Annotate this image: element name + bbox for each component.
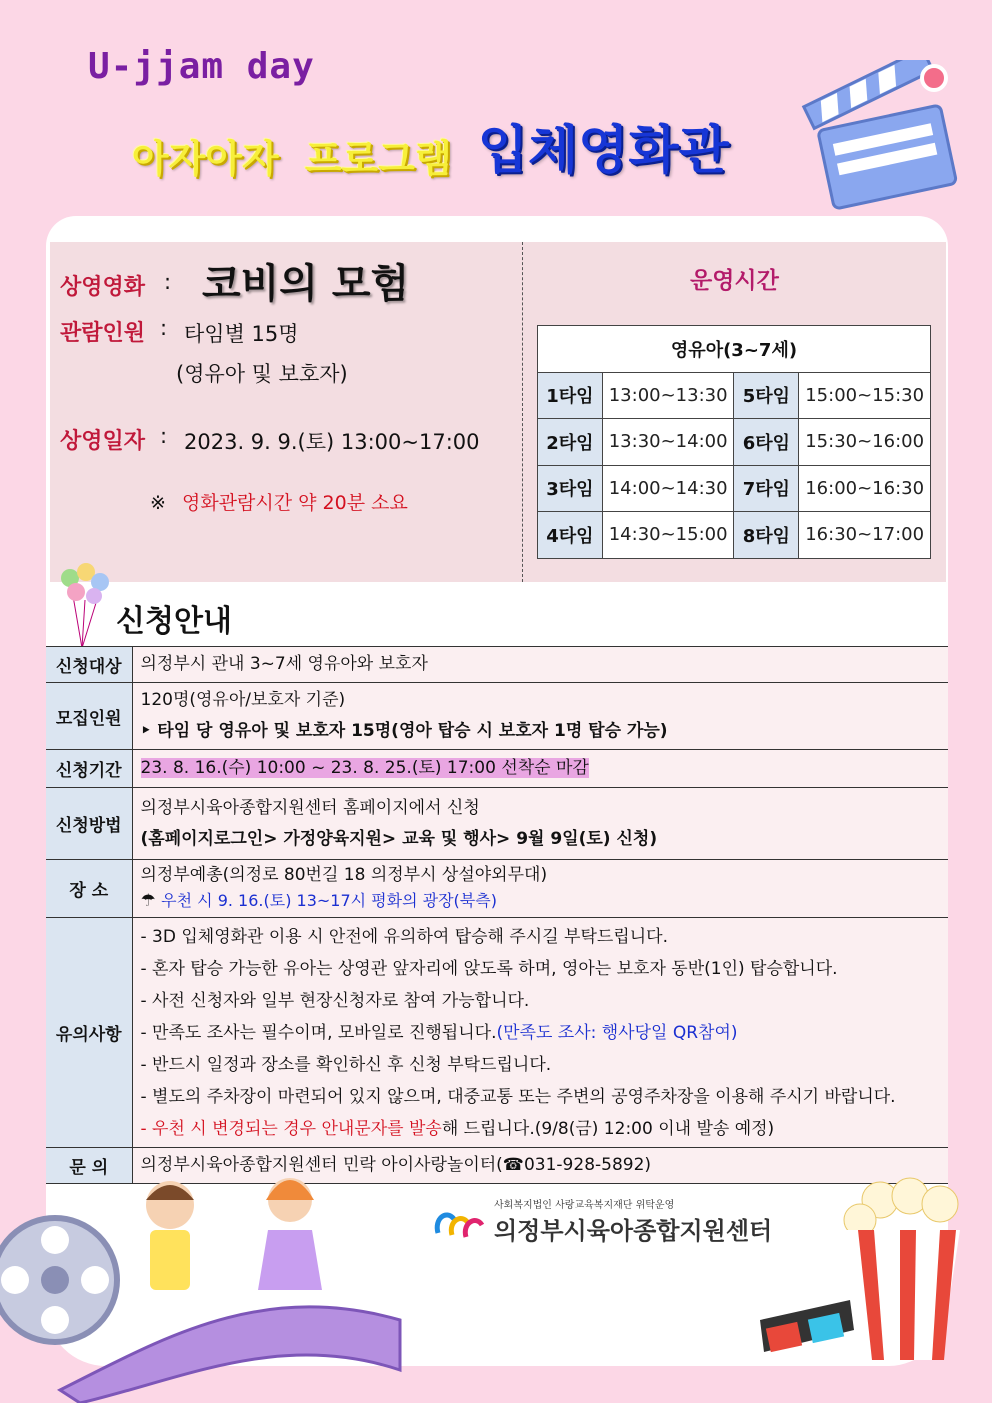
slot-label: 5타임 [734,372,799,419]
schedule-row [538,465,931,512]
row-label: 신청방법 [46,788,132,860]
title-part-3: 입체영화관 [477,121,729,181]
survey-note: (만족도 조사: 행사당일 QR참여) [496,1022,738,1043]
slot-label: 6타임 [734,419,799,466]
table-row [46,647,948,683]
section-title: 신청안내 [116,604,232,639]
period-value: 23. 8. 16.(수) 10:00 ~ 23. 8. 25.(토) 17:00 선착순 마감 [140,758,589,778]
umbrella-icon: ☂ [140,891,156,911]
target-value: 의정부시 관내 3~7세 영유아와 보호자 [132,647,948,683]
colon: : [160,316,168,340]
audience-note: (영유아 및 보호자) [176,362,348,386]
schedule-header-row [538,326,931,373]
balloons-icon [50,560,120,650]
slot-label: 4타임 [538,512,603,559]
method-path: (홈페이지로그인> 가정양육지원> 교육 및 행사> 9월 9일(토) 신청) [140,828,658,849]
place-rain: 우천 시 9. 16.(토) 13~17시 평화의 광장(북측) [161,891,497,910]
table-row [46,788,948,860]
note-item: - 3D 입체영화관 이용 시 안전에 유의하여 탑승해 주시길 부탁드립니다. [140,926,668,947]
note-item: - 사전 신청자와 일부 현장신청자로 참여 가능합니다. [140,990,530,1011]
place-main: 의정부예총(의정로 80번길 18 의정부시 상설야외무대) [140,865,548,885]
slot-time: 14:30~15:00 [602,512,734,559]
row-label: 모집인원 [46,683,132,750]
logo-icon [432,1199,488,1243]
note-item: - 만족도 조사는 필수이며, 모바일로 진행됩니다. [140,1022,497,1043]
clapperboard-icon [800,60,960,210]
slot-time: 16:30~17:00 [799,512,931,559]
slot-time: 13:00~13:30 [602,372,734,419]
method-line: 의정부시육아종합지원센터 홈페이지에서 신청 [140,797,480,818]
table-row [46,750,948,788]
audience-label: 관람인원 [60,321,146,346]
popcorn-3d-glasses-illustration [740,1170,990,1403]
main-title [132,108,729,183]
schedule-table [537,325,931,559]
panel-divider [522,242,523,582]
movie-label: 상영영화 [60,275,146,300]
brand-title: U-jjam day [88,46,315,87]
row-label: 문 의 [46,1148,132,1184]
place-cell [132,860,948,918]
notice-text: 영화관람시간 약 20분 소요 [181,492,408,514]
slot-label: 1타임 [538,372,603,419]
schedule-row [538,372,931,419]
table-row [46,683,948,750]
recruit-cell [132,683,948,750]
org-name: 의정부시육아종합지원센터 [494,1217,773,1245]
row-label: 유의사항 [46,918,132,1148]
slot-time: 14:00~14:30 [602,465,734,512]
slot-label: 7타임 [734,465,799,512]
slot-time: 15:00~15:30 [799,372,931,419]
table-row [46,860,948,918]
slot-label: 3타임 [538,465,603,512]
organization-logo [432,1196,772,1246]
colon: : [164,270,172,294]
film-reel-kids-illustration [0,1160,420,1403]
row-label: 신청기간 [46,750,132,788]
slot-time: 15:30~16:00 [799,419,931,466]
title-part-1: 아자아자 [132,137,279,181]
recruit-total: 120명(영유아/보호자 기준) [140,690,346,710]
viewing-time-notice [150,488,408,515]
schedule-row [538,512,931,559]
title-part-2: 프로그램 [304,137,452,181]
row-label: 신청대상 [46,647,132,683]
org-subtitle: 사회복지법인 사랑교육복지재단 위탁운영 [494,1200,675,1211]
slot-time: 16:00~16:30 [799,465,931,512]
note-item: - 혼자 탑승 가능한 유아는 상영관 앞자리에 앉도록 하며, 영아는 보호자 동반(1인) 탑승합니다. [140,958,838,979]
slot-label: 8타임 [734,512,799,559]
note-item: - 반드시 일정과 장소를 확인하신 후 신청 부탁드립니다. [140,1054,552,1075]
date-label: 상영일자 [60,429,146,454]
movie-title: 코비의 모험 [202,261,410,307]
application-table [46,646,948,1184]
date-value: 2023. 9. 9.(토) 13:00~17:00 [184,430,480,454]
note-item: - 별도의 주차장이 마련되어 있지 않으며, 대중교통 또는 주변의 공영주차장을 이용해 주시기 바랍니다. [140,1086,896,1107]
recruit-per-time: ‣ 타임 당 영유아 및 보호자 15명(영아 탑승 시 보호자 1명 탑승 가능) [140,721,668,741]
contact-value: 의정부시육아종합지원센터 민락 아이사랑놀이터(☎031-928-5892) [132,1148,948,1184]
table-row [46,918,948,1148]
schedule-title: 운영시간 [690,268,779,294]
row-label: 장 소 [46,860,132,918]
period-cell [132,750,948,788]
rain-notice: - 우천 시 변경되는 경우 안내문자를 발송 [140,1118,442,1139]
schedule-row [538,419,931,466]
rain-notice-rest: 해 드립니다.(9/8(금) 12:00 이내 발송 예정) [441,1118,775,1139]
slot-time: 13:30~14:00 [602,419,734,466]
schedule-header: 영유아(3~7세) [538,326,931,373]
audience-value: 타임별 15명 [184,322,299,346]
note-mark: ※ [150,492,166,514]
notes-cell [132,918,948,1148]
slot-label: 2타임 [538,419,603,466]
colon: : [160,424,168,448]
method-cell [132,788,948,860]
